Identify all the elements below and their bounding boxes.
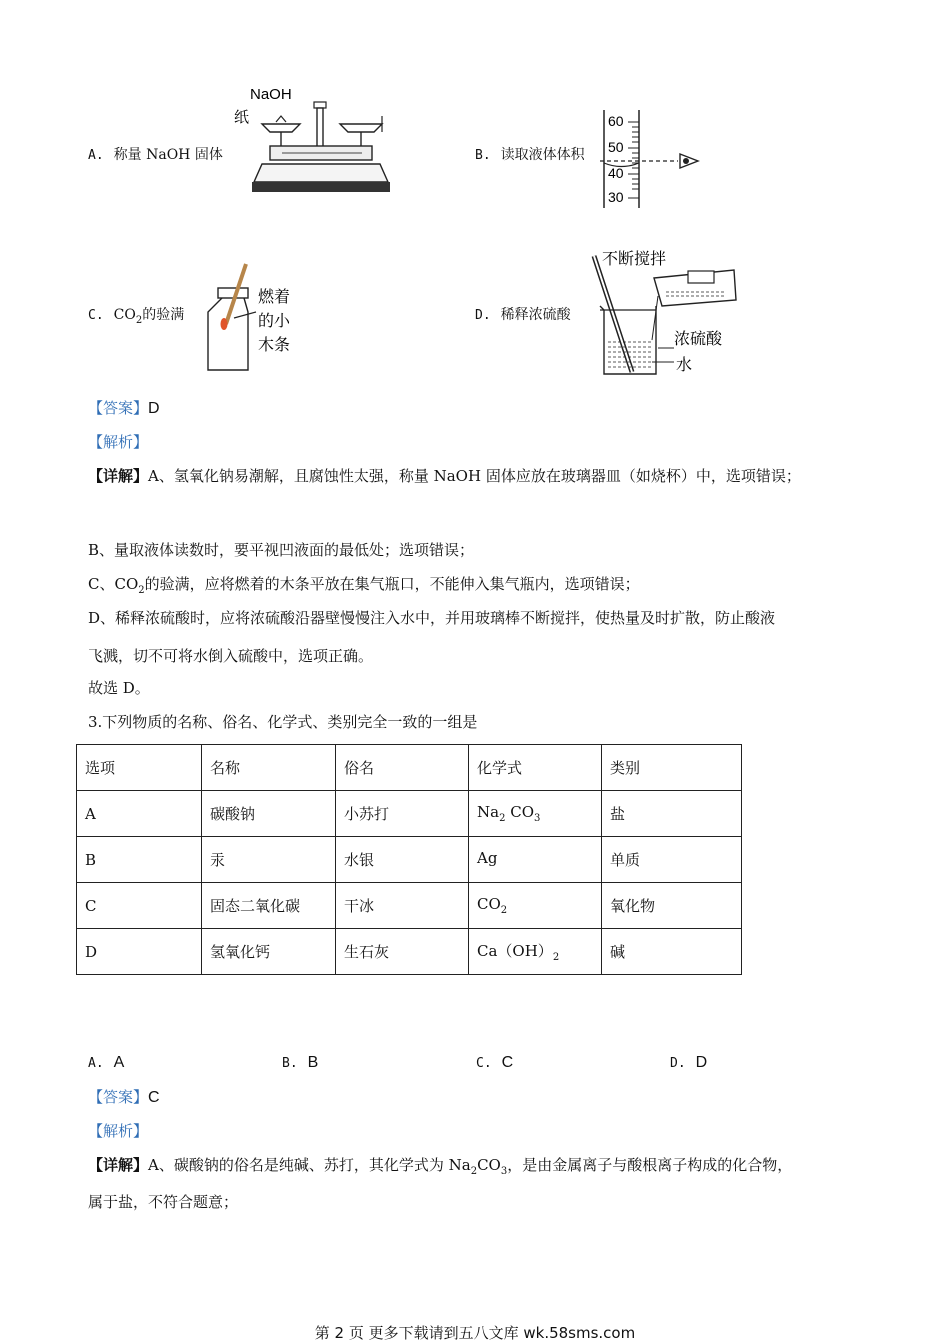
option-a: A. 称量 NaOH 固体 xyxy=(88,147,223,163)
q2-detail-d1: D、稀释浓硫酸时，应将浓硫酸沿器壁慢慢注入水中，并用玻璃棒不断搅拌，使热量及时扩散，防止酸液 xyxy=(88,609,776,627)
q2-detail-d2: 飞溅，切不可将水倒入硫酸中，选项正确。 xyxy=(88,647,374,665)
svg-text:40: 40 xyxy=(608,165,624,181)
table-row: B 汞 水银 Ag 单质 xyxy=(77,837,742,883)
table-row: C 固态二氧化碳 干冰 $CO_2$ 氧化物 xyxy=(77,883,742,929)
naoh-label: NaOH xyxy=(250,86,292,103)
q2-conclusion: 故选 D。 xyxy=(88,679,150,697)
paper-label: 纸 xyxy=(234,108,250,126)
svg-text:30: 30 xyxy=(608,189,624,205)
svg-text:浓硫酸: 浓硫酸 xyxy=(674,329,723,348)
q2-detail-b: B、量取液体读数时，要平视凹液面的最低处；选项错误； xyxy=(88,541,475,559)
table-row: A 碳酸钠 小苏打 $Na_2$ $CO_3$ 盐 xyxy=(77,791,742,837)
bottle-figure xyxy=(204,262,304,374)
svg-text:木条: 木条 xyxy=(258,335,291,354)
balance-figure xyxy=(232,82,402,197)
page-footer: 第 2 页 更多下载请到五八文库 wk.58sms.com xyxy=(314,1324,636,1342)
choice-b: B. B xyxy=(282,1054,319,1071)
svg-text:60: 60 xyxy=(608,113,624,129)
choice-d: D. D xyxy=(670,1054,708,1071)
choice-c: C. C xyxy=(476,1054,514,1071)
svg-text:的小: 的小 xyxy=(258,311,291,330)
option-b: B. 读取液体体积 xyxy=(475,147,585,163)
q3-detail-a2: 属于盐，不符合题意； xyxy=(88,1193,239,1211)
svg-text:水: 水 xyxy=(676,355,693,374)
q2-analysis-tag: 【解析】 xyxy=(88,433,149,451)
q3-detail-a: 【详解】A、碳酸钠的俗名是纯碱、苏打，其化学式为 $Na_2CO_3$，是由金属离子与酸根离子构成的化合物， xyxy=(88,1156,793,1177)
svg-text:不断搅拌: 不断搅拌 xyxy=(602,249,667,268)
q2-detail-c: C、$CO_2$的验满，应将燃着的木条平放在集气瓶口，不能伸入集气瓶内，选项错误； xyxy=(88,575,640,596)
option-c: C. $CO_2$的验满 xyxy=(88,307,185,326)
table-row: D 氢氧化钙 生石灰 $Ca(OH)_2$ 碱 xyxy=(77,929,742,975)
cylinder-figure xyxy=(598,108,703,212)
q3-analysis-tag: 【解析】 xyxy=(88,1122,149,1140)
svg-text:燃着: 燃着 xyxy=(258,287,291,306)
table-header-row: 选项 名称 俗名 化学式 类别 xyxy=(77,745,742,791)
q3-answer: 【答案】C xyxy=(88,1088,160,1106)
q3-question: 3.下列物质的名称、俗名、化学式、类别完全一致的一组是 xyxy=(88,713,478,731)
q2-detail-a: 【详解】A、氢氧化钠易潮解，且腐蚀性太强，称量 NaOH 固体应放在玻璃器皿（如烧杯）中，选项错误； xyxy=(88,467,801,485)
option-d: D. 稀释浓硫酸 xyxy=(475,307,571,323)
q2-answer: 【答案】D xyxy=(88,399,160,417)
choice-a: A. A xyxy=(88,1054,125,1071)
q3-table xyxy=(76,744,742,975)
beaker-figure xyxy=(586,244,746,378)
svg-text:50: 50 xyxy=(608,139,624,155)
